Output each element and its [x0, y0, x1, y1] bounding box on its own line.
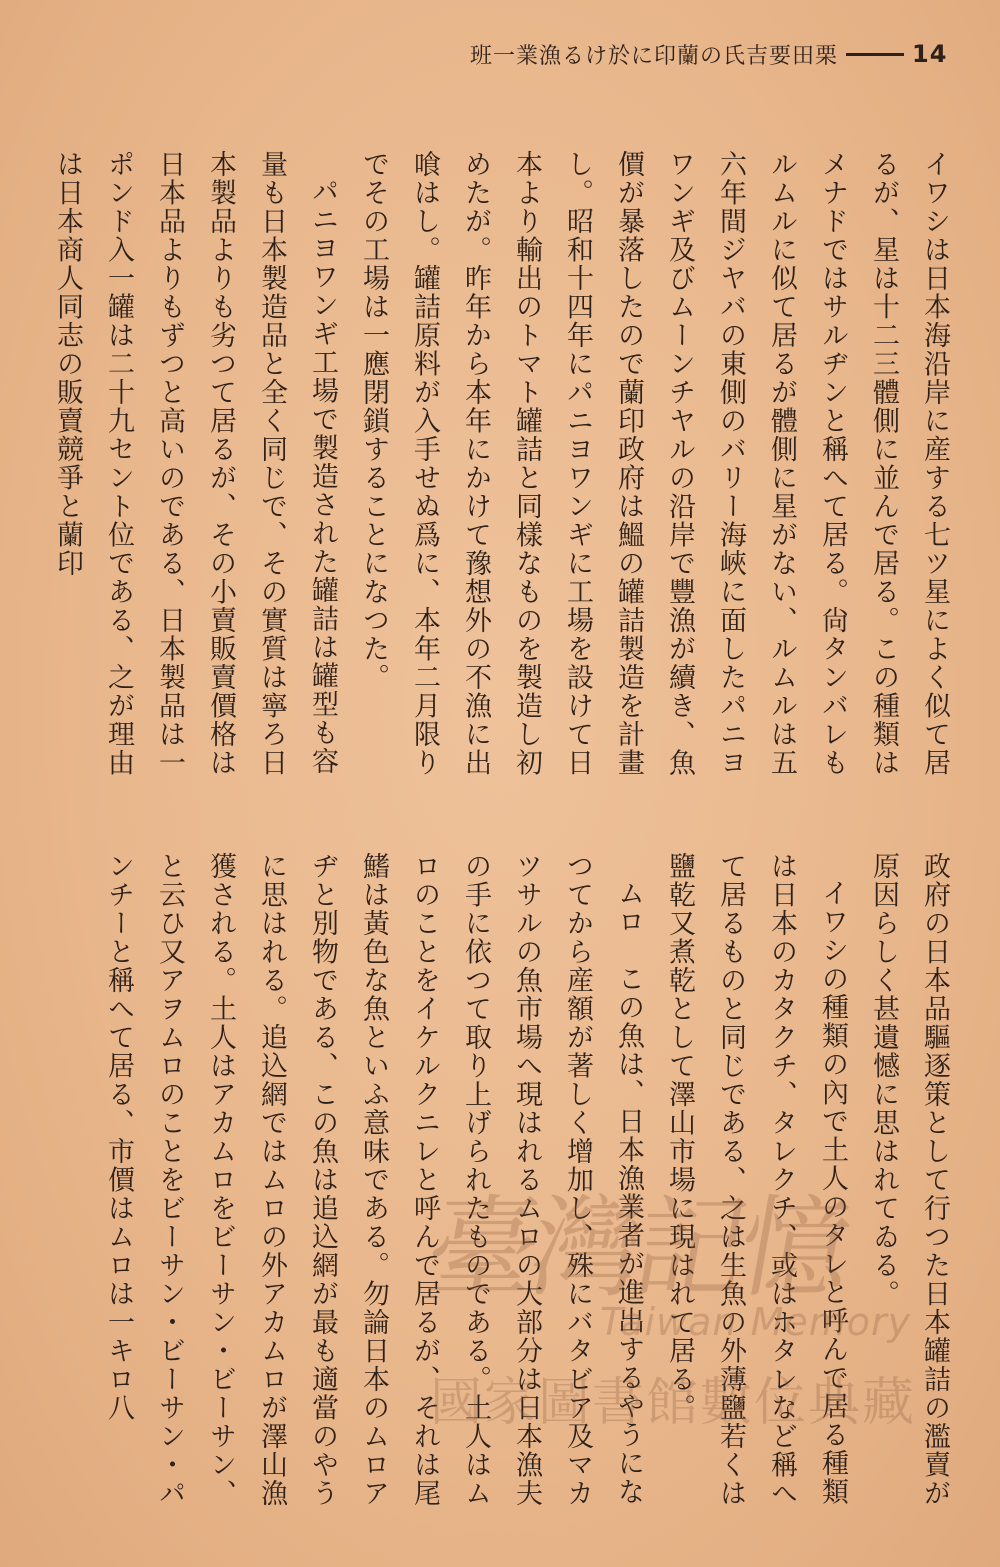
paragraph: 政府の日本品驅逐策として行つた日本罐詰の濫賣が原因らしく甚遺憾に思はれてゐる。 [868, 852, 950, 1508]
upper-text-block [52, 150, 960, 800]
watermark-english-text: Taiwan Memory [600, 1300, 912, 1344]
header-title: 班一業漁るけ於に印蘭の氏吉要田栗 [470, 43, 839, 69]
paragraph: イワシの種類の內で土人のタレと呼んで居る種類は日本のカタクチ、タレクチ、或はホタレなど稱へて居るものと同じである、之は生魚の外薄鹽若くは鹽乾又煮乾として澤山市場に現はれて居る。 [664, 852, 848, 1508]
header-rule [846, 53, 904, 56]
paragraph: パニヨワンギ工場で製造された罐詰は罐型も容量も日本製造品と全く同じで、その實質は寧ろ日本製品よりも劣つて居るが、その小賣販賣價格は日本品よりもずつと高いのである、日本製品は一ポンド入一罐は二十九セント位である、之が理由は日本商人同志の販賣競爭と蘭印 [52, 150, 338, 777]
paragraph: ムロ この魚は、日本漁業者が進出するやうになつてから産額が著しく增加し、殊にバタビア及マカツサルの魚市場へ現はれるムロの大部分は日本漁夫の手に依つて取り上げられたものである。土人はムロのことをイケルクニレと呼んで居るが、それは尾鰭は黃色な魚といふ意味である。勿論日本のムロアヂと別物である、この魚は追込網が最も適當のやうに思はれる。追込網ではムロの外アカムロが澤山漁獲される。土人はアカムロをビーサン・ビーサン、と云ひ又アヲムロのことをビーサン・ビーサン・パンチーと稱へて居る、市價はムロは一キロ八 [103, 852, 644, 1508]
paragraph: イワシは日本海沿岸に産する七ツ星によく似て居るが、星は十二三體側に並んで居る。この種類はメナドではサルヂンと稱へて居る。尙タンバレもルムルに似て居るが體側に星がない、ルムルは五六年間ジヤバの東側のバリー海峽に面したパニヨワンギ及びムーンチヤルの沿岸で豐漁が續き、魚價が暴落したので蘭印政府は鰮の罐詰製造を計畫し。昭和十四年にパニヨワンギに工場を設けて日本より輸出のトマト罐詰と同樣なものを製造し初めたが。昨年から本年にかけて豫想外の不漁に出喰はし。罐詰原料が入手せぬ爲に、本年二月限りでその工場は一應閉鎖することになつた。 [358, 150, 950, 777]
running-header [470, 36, 970, 72]
watermark-logo-text: 臺灣記憶 [417, 1184, 856, 1312]
page-number: 14 [912, 40, 948, 68]
lower-text-block [70, 852, 960, 1512]
watermark-library-text: 國家圖書館數位典藏 [430, 1373, 917, 1433]
